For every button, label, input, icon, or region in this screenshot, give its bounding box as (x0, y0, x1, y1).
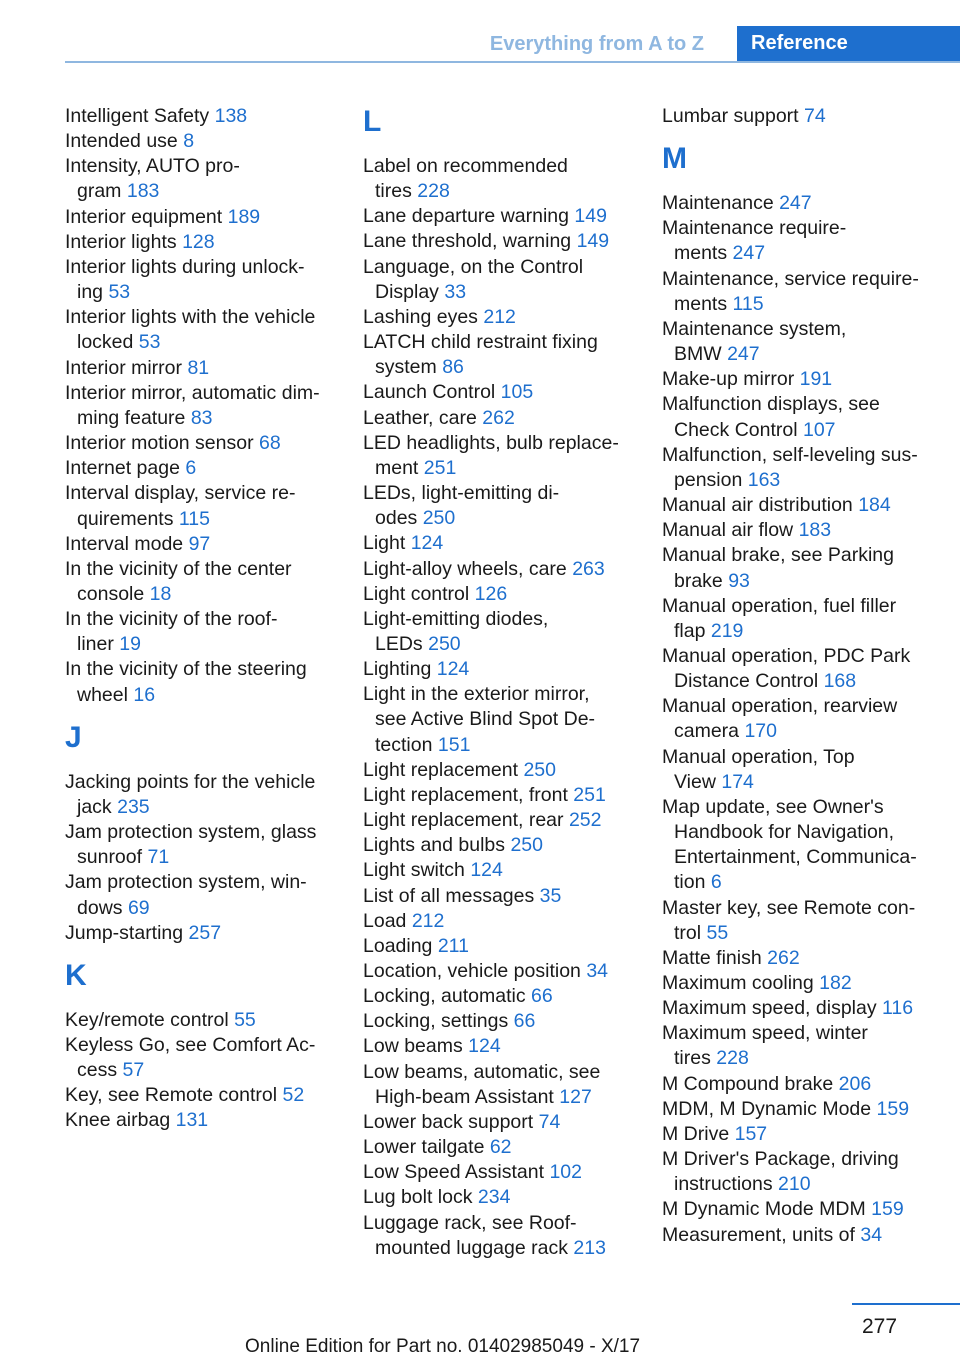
index-term: Keyless Go, see Comfort Ac- cess (65, 1034, 316, 1082)
index-term: Low Speed Assistant (363, 1161, 550, 1184)
index-entry (662, 644, 952, 694)
page-link[interactable]: 263 (572, 557, 605, 580)
index-term: Light switch (363, 859, 471, 882)
section-title: Everything from A to Z (489, 33, 704, 55)
page-link[interactable]: 6 (185, 457, 197, 480)
index-entry (662, 216, 952, 266)
index-term: Matte finish (662, 946, 768, 969)
index-term: LATCH child restraint fixing system (363, 331, 598, 379)
index-term: LED headlights, bulb replace- ment (363, 431, 619, 479)
index-entry (662, 543, 952, 593)
page-link[interactable]: 81 (187, 356, 210, 379)
index-entry (662, 594, 952, 644)
page-link[interactable]: 34 (586, 960, 609, 982)
index-entry (662, 1021, 952, 1071)
index-entry (65, 607, 355, 657)
page-link[interactable]: 250 (428, 632, 461, 655)
page-link[interactable]: 62 (489, 1136, 512, 1159)
page-link[interactable]: 128 (182, 230, 215, 253)
index-term: Measurement, units of (662, 1223, 861, 1246)
index-term: Jam protection system, glass sunroof (65, 821, 317, 869)
index-term: Maximum speed, winter tires (662, 1022, 868, 1070)
page-link[interactable]: 182 (819, 972, 852, 994)
index-column-1 (65, 104, 355, 1134)
index-entry (65, 255, 355, 305)
page-link[interactable]: 210 (778, 1173, 811, 1196)
index-entry (363, 557, 653, 582)
index-entry (363, 682, 653, 757)
page-link[interactable]: 107 (802, 418, 836, 441)
index-entry (662, 795, 952, 896)
page-link[interactable]: 105 (500, 381, 534, 404)
index-term: Load (363, 909, 412, 932)
index-term: Loading (363, 934, 438, 957)
page-link[interactable]: 16 (133, 683, 156, 706)
index-term: Lashing eyes (363, 305, 484, 328)
header-rule (65, 61, 960, 63)
index-entry (363, 607, 653, 657)
index-letter-heading: M (662, 142, 687, 176)
index-letter-heading: K (65, 958, 87, 992)
index-term: LEDs, light-emitting di- odes (363, 482, 560, 530)
page-link[interactable]: 55 (234, 1008, 256, 1031)
page-link[interactable]: 115 (178, 507, 210, 530)
index-term: Maintenance require- ments (662, 217, 847, 265)
page-link[interactable]: 212 (411, 909, 445, 932)
page-link[interactable]: 74 (538, 1110, 561, 1133)
index-entry (363, 909, 653, 934)
page-link[interactable]: 163 (747, 468, 781, 491)
page-link[interactable]: 228 (716, 1047, 749, 1070)
index-entry (65, 481, 355, 531)
index-entry (363, 657, 653, 682)
index-entry (363, 204, 653, 229)
index-entry (363, 330, 653, 380)
index-entry (662, 267, 952, 317)
index-term: Lower tailgate (363, 1136, 490, 1159)
index-term: Jump-starting (65, 921, 189, 944)
reference-tab: Reference (737, 26, 960, 62)
index-column-2 (363, 104, 653, 1261)
page-link[interactable]: 93 (728, 569, 750, 592)
index-term: MDM, M Dynamic Mode (662, 1097, 877, 1120)
index-entry (662, 518, 952, 543)
page-link[interactable]: 247 (779, 192, 812, 215)
page-link[interactable]: 157 (734, 1122, 768, 1145)
index-entry (363, 1060, 653, 1110)
index-term: Leather, care (363, 406, 483, 429)
index-entry (65, 557, 355, 607)
index-entry (363, 808, 653, 833)
page-link[interactable]: 206 (838, 1072, 872, 1095)
index-term: Jacking points for the vehicle jack (65, 770, 316, 818)
index-entry (363, 255, 653, 305)
index-term: Light-alloy wheels, care (363, 557, 573, 580)
index-entry (65, 1033, 355, 1083)
index-term: Location, vehicle position (363, 960, 587, 982)
page-link[interactable]: 66 (513, 1010, 536, 1033)
page-link[interactable]: 262 (767, 946, 800, 969)
page-link[interactable]: 247 (732, 242, 766, 265)
index-term: Interior motion sensor (65, 432, 260, 455)
index-entry (662, 191, 952, 216)
page-link[interactable]: 262 (482, 406, 515, 429)
page-link[interactable]: 124 (410, 532, 444, 555)
page-link[interactable]: 159 (871, 1198, 904, 1221)
index-entry (363, 884, 653, 909)
index-entry (363, 582, 653, 607)
index-entry (65, 305, 355, 355)
page-link[interactable]: 170 (744, 720, 777, 743)
index-entry (662, 745, 952, 795)
index-term: Lug bolt lock (363, 1186, 478, 1209)
page-link[interactable]: 124 (436, 658, 470, 681)
index-entry (65, 1008, 355, 1033)
index-term: Lighting (363, 658, 437, 681)
page-link[interactable]: 102 (549, 1161, 582, 1184)
index-term: M Compound brake (662, 1072, 839, 1095)
index-term: Lane departure warning (363, 205, 575, 228)
index-term: Maximum speed, display (662, 997, 883, 1020)
page-link[interactable]: 116 (882, 997, 914, 1020)
page-link[interactable]: 159 (876, 1097, 910, 1120)
index-entry (662, 317, 952, 367)
page-link[interactable]: 57 (122, 1059, 145, 1082)
index-term: Light replacement, front (363, 783, 574, 806)
index-entry (363, 833, 653, 858)
index-letter-heading: L (363, 105, 382, 138)
page-link[interactable]: 149 (576, 230, 610, 253)
index-term: Intensity, AUTO pro- gram (65, 155, 240, 203)
index-term: In the vicinity of the center console (65, 557, 292, 605)
index-term: Intelligent Safety (65, 105, 215, 127)
index-term: Light (363, 532, 411, 555)
page-link[interactable]: 183 (798, 519, 832, 542)
edition-note: Online Edition for Part no. 01402985049 - X/17 (245, 1336, 641, 1357)
index-term: Manual air flow (662, 519, 799, 542)
index-entry (363, 431, 653, 481)
page-link[interactable]: 68 (259, 432, 281, 455)
page-link[interactable]: 191 (799, 368, 833, 391)
page-link[interactable]: 212 (483, 305, 516, 328)
index-entry (65, 381, 355, 431)
page-link[interactable]: 86 (442, 356, 464, 379)
page-link[interactable]: 124 (470, 859, 503, 882)
index-term: Interior lights (65, 230, 183, 253)
index-entry (662, 971, 952, 996)
index-entry (662, 392, 952, 442)
page-link[interactable]: 213 (573, 1236, 606, 1259)
index-entry (363, 531, 653, 556)
index-entry (662, 367, 952, 392)
index-entry (363, 1185, 653, 1210)
index-entry (363, 229, 653, 254)
page-link[interactable]: 251 (573, 783, 606, 806)
index-term: Manual brake, see Parking brake (662, 544, 894, 592)
page-link[interactable]: 6 (710, 871, 722, 894)
index-entry (363, 406, 653, 431)
index-term: Interval mode (65, 532, 189, 555)
index-term: Light in the exterior mirror, see Active Blind Spot De- tection (363, 683, 596, 756)
index-entry (65, 456, 355, 481)
index-entry (65, 870, 355, 920)
index-entry (65, 657, 355, 707)
page-link[interactable]: 97 (188, 532, 211, 555)
index-entry (65, 532, 355, 557)
index-term: Light-emitting diodes, LEDs (363, 607, 549, 655)
index-entry (65, 356, 355, 381)
index-term: Maintenance, service require- ments (662, 267, 919, 315)
page-link[interactable]: 126 (474, 582, 508, 605)
index-term: Interval display, service re- quirements (65, 482, 296, 530)
index-term: Manual operation, rearview camera (662, 695, 898, 743)
index-term: Lights and bulbs (363, 834, 511, 857)
page-link[interactable]: 66 (531, 985, 553, 1008)
index-term: In the vicinity of the steering wheel (65, 658, 307, 706)
index-term: Light replacement (363, 758, 524, 781)
page-link[interactable]: 250 (510, 834, 543, 857)
index-entry (363, 481, 653, 531)
index-entry (662, 443, 952, 493)
page-link[interactable]: 115 (732, 292, 764, 315)
page-link[interactable]: 247 (727, 343, 760, 366)
index-term: Internet page (65, 457, 186, 480)
index-entry (65, 1108, 355, 1133)
page-link[interactable]: 174 (721, 770, 754, 793)
index-term: M Dynamic Mode MDM (662, 1198, 872, 1221)
page-link[interactable]: 257 (188, 921, 222, 944)
index-term: Label on recommended tires (363, 155, 568, 203)
index-entry (662, 1223, 952, 1248)
page-link[interactable]: 53 (108, 281, 131, 304)
index-entry (363, 1009, 653, 1034)
index-entry (662, 996, 952, 1021)
index-term: In the vicinity of the roof- liner (65, 608, 278, 656)
index-term: Malfunction, self-leveling sus- pension (662, 443, 918, 491)
page-link[interactable]: 127 (559, 1085, 592, 1108)
index-entry (65, 921, 355, 946)
page-link[interactable]: 33 (444, 280, 467, 303)
index-term: Manual air distribution (662, 494, 859, 517)
page-header (0, 0, 960, 64)
index-entry (363, 380, 653, 405)
page-link[interactable]: 34 (860, 1223, 883, 1246)
index-entry (363, 154, 653, 204)
index-term: Key, see Remote control (65, 1084, 283, 1107)
index-term: Light control (363, 582, 475, 605)
page-link[interactable]: 71 (147, 846, 170, 869)
index-entry (65, 431, 355, 456)
index-term: Intended use (65, 130, 184, 153)
index-term: Locking, settings (363, 1010, 514, 1033)
page-link[interactable]: 35 (539, 884, 562, 907)
index-entry (662, 1147, 952, 1197)
index-entry (65, 154, 355, 204)
page-link[interactable]: 74 (804, 105, 826, 127)
index-column-3 (662, 104, 952, 1248)
index-term: Interior mirror, automatic dim- ming feature (65, 381, 320, 429)
index-term: Interior lights with the vehicle locked (65, 306, 316, 354)
index-entry (662, 1197, 952, 1222)
page-link[interactable]: 69 (127, 896, 150, 919)
index-term: Launch Control (363, 381, 501, 404)
index-term: Light replacement, rear (363, 809, 569, 832)
index-term: Knee airbag (65, 1109, 176, 1132)
index-term: Manual operation, PDC Park Distance Control (662, 644, 911, 693)
page-link[interactable]: 250 (523, 758, 556, 781)
footer-rule (852, 1303, 960, 1305)
index-term: Maximum cooling (662, 972, 820, 994)
page-link[interactable]: 8 (183, 130, 195, 153)
index-entry (363, 1034, 653, 1059)
page-link[interactable]: 151 (437, 733, 471, 756)
index-term: Lane threshold, warning (363, 230, 577, 253)
index-term: Maintenance (662, 192, 780, 215)
index-term: Interior lights during unlock- ing (65, 255, 305, 304)
index-entry (65, 820, 355, 870)
index-entry (363, 934, 653, 959)
index-entry (65, 230, 355, 255)
index-term: List of all messages (363, 884, 540, 907)
page-link[interactable]: 211 (437, 934, 469, 957)
page-link[interactable]: 168 (823, 670, 857, 693)
page-link[interactable]: 55 (706, 921, 729, 944)
index-entry (363, 984, 653, 1009)
page-link[interactable]: 52 (282, 1084, 305, 1107)
index-entry (65, 129, 355, 154)
page-link[interactable]: 250 (422, 507, 456, 530)
index-entry (662, 1122, 952, 1147)
page-link[interactable]: 251 (423, 456, 457, 479)
page-link[interactable]: 189 (227, 205, 261, 228)
page-link[interactable]: 184 (858, 494, 891, 517)
page-link[interactable]: 219 (710, 619, 744, 642)
page-link[interactable]: 235 (117, 795, 150, 818)
index-entry (662, 1097, 952, 1122)
index-entry (363, 305, 653, 330)
index-letter-heading: J (65, 720, 82, 754)
page-link[interactable]: 138 (214, 105, 248, 127)
index-entry (65, 205, 355, 230)
index-entry (363, 959, 653, 984)
index-entry (662, 896, 952, 946)
index-entry (662, 946, 952, 971)
index-term: Lower back support (363, 1110, 539, 1133)
index-term: Interior equipment (65, 205, 228, 228)
page-link[interactable]: 234 (477, 1186, 511, 1209)
index-entry (363, 1211, 653, 1261)
page-link[interactable]: 149 (574, 205, 607, 228)
index-term: Locking, automatic (363, 985, 532, 1008)
index-entry (65, 1083, 355, 1108)
page-link[interactable]: 131 (175, 1109, 209, 1132)
index-term: Lumbar support (662, 105, 804, 127)
index-term: Malfunction displays, see Check Control (662, 393, 880, 441)
index-term: Luggage rack, see Roof- mounted luggage rack (363, 1211, 577, 1259)
index-entry (662, 104, 952, 129)
index-term: Low beams, automatic, see High-beam Assistant (363, 1060, 601, 1108)
index-entry (65, 104, 355, 129)
index-term: M Drive (662, 1122, 735, 1145)
index-term: Key/remote control (65, 1008, 235, 1031)
page-link[interactable]: 228 (417, 180, 450, 203)
index-entry (363, 1135, 653, 1160)
index-term: Master key, see Remote con- trol (662, 896, 916, 944)
page-link[interactable]: 252 (568, 809, 602, 832)
page-number: 277 (862, 1315, 898, 1338)
index-entry (363, 1110, 653, 1135)
page-link[interactable]: 183 (126, 180, 160, 203)
index-term: Interior mirror (65, 356, 188, 379)
index-entry (662, 694, 952, 744)
index-term: Manual operation, Top View (662, 745, 855, 793)
index-term: Jam protection system, win- dows (65, 871, 307, 919)
page-link[interactable]: 19 (119, 633, 141, 656)
page-link[interactable]: 124 (468, 1035, 501, 1058)
index-term: Maintenance system, BMW (662, 317, 847, 366)
index-entry (662, 493, 952, 518)
page-link[interactable]: 18 (149, 582, 172, 605)
index-entry (363, 858, 653, 883)
index-entry (662, 1072, 952, 1097)
index-entry (65, 770, 355, 820)
index-entry (363, 758, 653, 783)
index-term: Map update, see Owner's Handbook for Navigation, Entertainment, Communica- tion (662, 795, 917, 894)
index-term: Low beams (363, 1035, 469, 1058)
index-term: Manual operation, fuel filler flap (662, 594, 897, 642)
index-term: M Driver's Package, driving instructions (662, 1148, 899, 1196)
index-term: Make-up mirror (662, 368, 800, 391)
index-entry (363, 1160, 653, 1185)
page-link[interactable]: 83 (190, 406, 213, 429)
index-entry (363, 783, 653, 808)
page-link[interactable]: 53 (138, 331, 161, 354)
index-term: Language, on the Control Display (363, 255, 584, 303)
